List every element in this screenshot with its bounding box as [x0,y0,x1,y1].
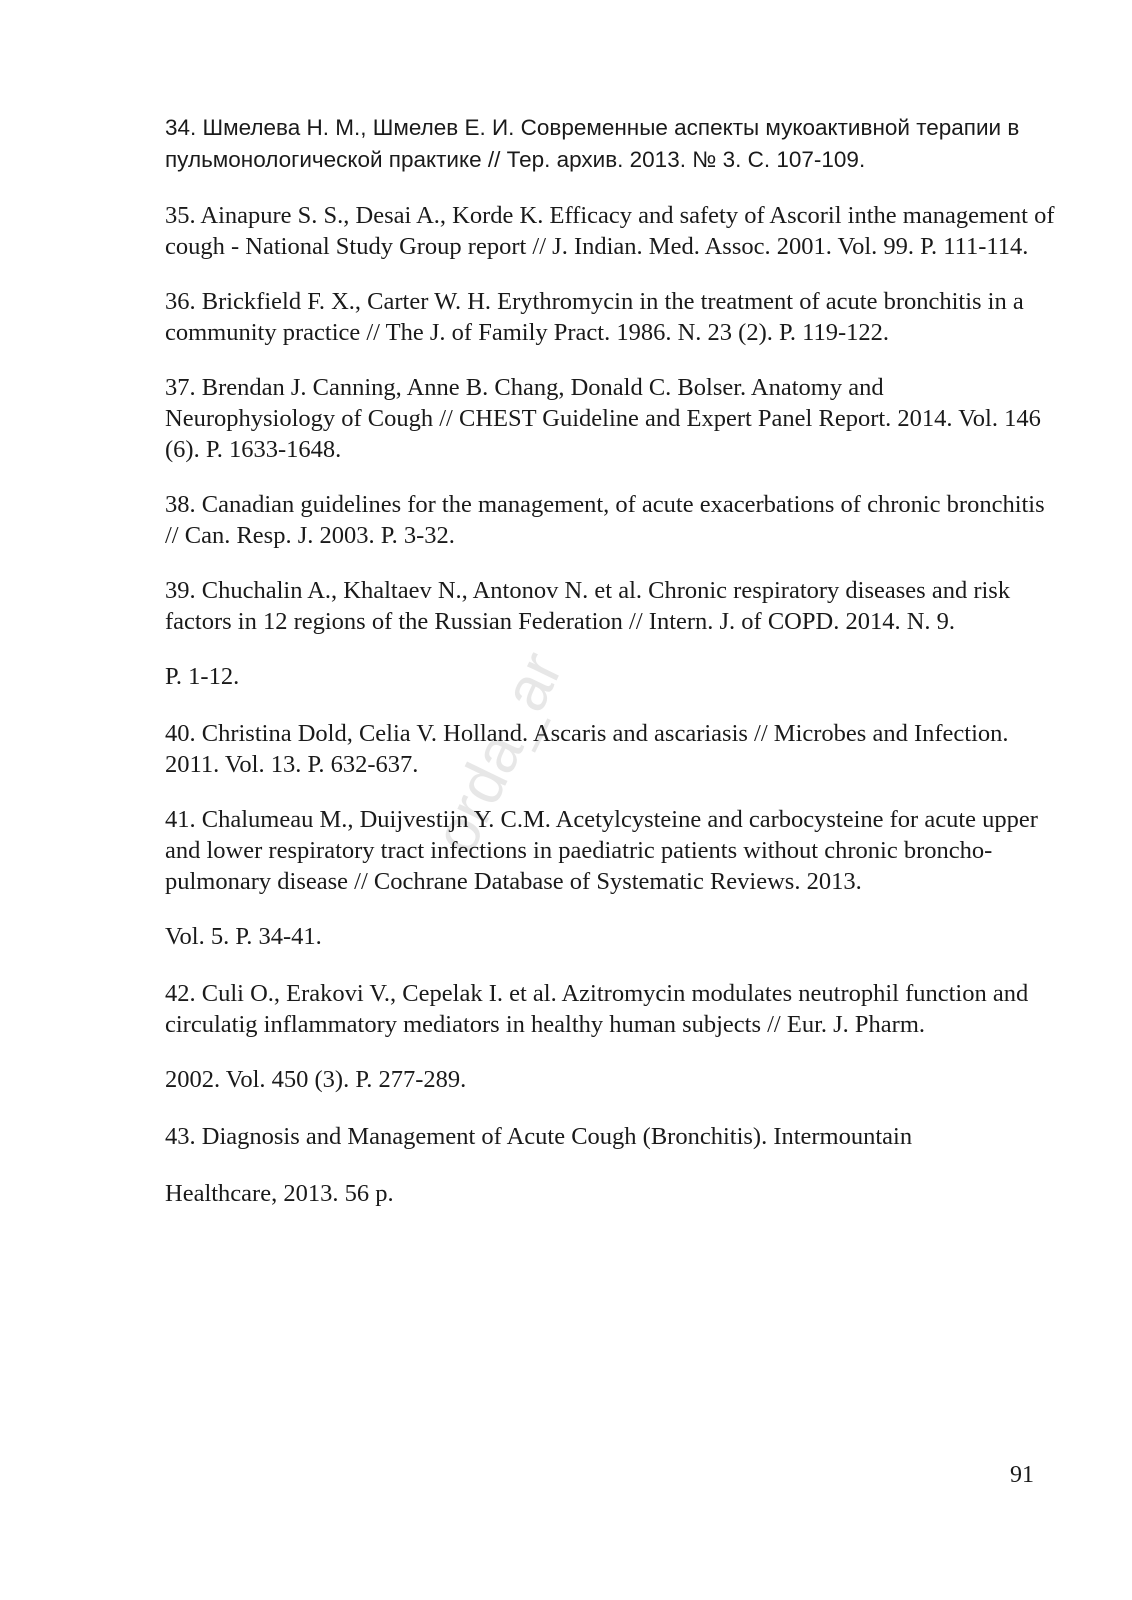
reference-item-41: 41. Chalumeau M., Duijvestijn Y. C.M. Acetylcysteine and carbocysteine for acute upper and lower respiratory tract infections in paediatric patients without chronic broncho-pulmonary disease // Cochrane Database of Systematic Reviews. 2013. [165,806,1038,895]
reference-item-36: 36. Brickfield F. X., Carter W. H. Erythromycin in the treatment of acute bronchitis in a community practice // The J. of Family Pract. 1986. N. 23 (2). P. 119-122. [165,288,1024,346]
watermark-text: orda_ar [420,641,577,865]
reference-list [165,112,1055,1233]
reference-item-43-publisher: Healthcare, 2013. 56 p. [165,1180,394,1207]
reference-item-40: 40. Christina Dold, Celia V. Holland. Ascaris and ascariasis // Microbes and Infection. 2011. Vol. 13. P. 632-637. [165,720,1009,778]
page-number: 91 [1010,1462,1034,1488]
reference-item-43: 43. Diagnosis and Management of Acute Cough (Bronchitis). Intermountain [165,1123,913,1150]
reference-item-34: 34. Шмелева Н. М., Шмелев Е. И. Современные аспекты мукоактивной терапии в пульмонологической практике // Тер. архив. 2013. № 3. С. 107-109. [165,115,1020,172]
reference-item-41-volume: Vol. 5. P. 34-41. [165,923,322,950]
reference-item-39-pages: P. 1-12. [165,663,240,690]
reference-item-42: 42. Culi O., Erakovi V., Cepelak I. et al. Azitromycin modulates neutrophil function and circulatig inflammatory mediators in healthy human subjects // Eur. J. Pharm. [165,980,1029,1038]
reference-item-38: 38. Canadian guidelines for the management, of acute exacerbations of chronic bronchitis // Can. Resp. J. 2003. P. 3-32. [165,491,1045,549]
reference-item-39: 39. Chuchalin A., Khaltaev N., Antonov N. et al. Chronic respiratory diseases and risk factors in 12 regions of the Russian Federation // Intern. J. of COPD. 2014. N. 9. [165,577,1011,635]
reference-item-42-year: 2002. Vol. 450 (3). P. 277-289. [165,1066,467,1093]
reference-item-37: 37. Brendan J. Canning, Anne B. Chang, Donald C. Bolser. Anatomy and Neurophysiology of Cough // CHEST Guideline and Expert Panel Report. 2014. Vol. 146 (6). P. 1633-1648. [165,374,1041,463]
reference-item-35: 35. Ainapure S. S., Desai A., Korde K. Efficacy and safety of Ascoril inthe management of cough - National Study Group report // J. Indian. Med. Assoc. 2001. Vol. 99. P. 111-114. [165,202,1055,260]
